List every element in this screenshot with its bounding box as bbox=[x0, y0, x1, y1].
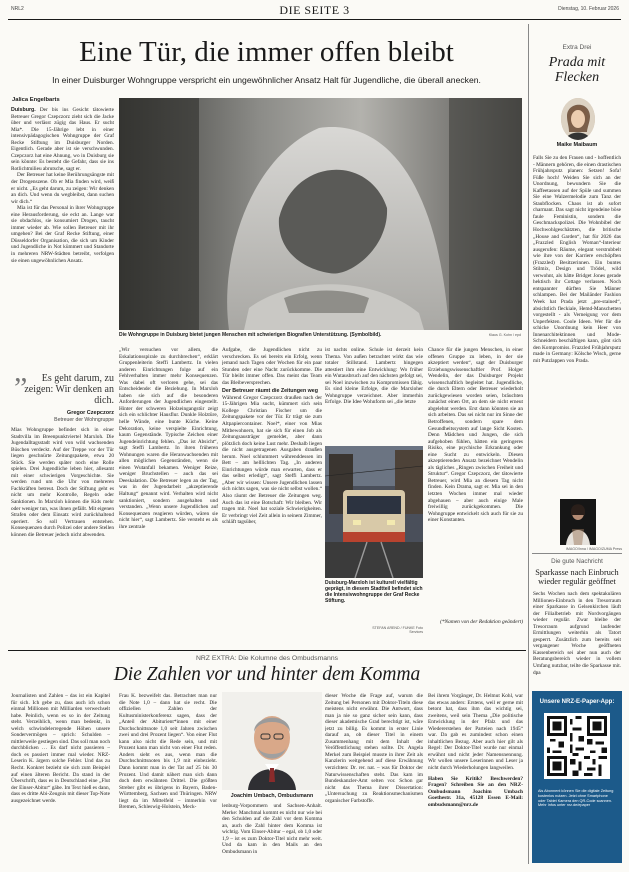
article-col-4 bbox=[325, 347, 423, 444]
col1-p3: Mia ist für das Personal in ihrer Wohngruppe eine Herausforderung, sie eckt an. Lange war sie obdachlos, sie konsumiert Drogen, taucht immer wieder ab. Wie sollen Betreuer mit ihr umgehen? Bei der Graf Recke Stiftung, einer Düsseldorfer Organisation, die sich um Kinder und Jugendliche in Not kümmert und Standorte in mehreren NRW-Städten betreibt, verfolgen sie einen ungewöhnlichen Ansatz. bbox=[11, 205, 114, 264]
col1-p2: Der Betreuer hat keine Berührungsängste mit der Drogenszene. Ob er Mia finden wird, weiß er nicht. „Es geht darum, zu zeigen: Wir denken an dich. Und wenn du wegbleibst, dann suchen wir dich.“ bbox=[11, 172, 114, 205]
article-col-1 bbox=[11, 107, 114, 352]
news-text: Sechs Wochen nach dem spektakulären Millionen-Einbruch in den Tresorraum einer Sparkasse in Gelsenkirchen läuft der Filialbetrieb mit Nordvorgängen wieder regulär. Zwar bleibe der Tresorraum aufgrund laufender Ermittlungen weiterhin als Tatort gesperrt. Zusätzlich zum bereits seit vergangener Woche geöffneten Kassenbereich sei aber nun auch der Beratungsbereich wieder in vollem Umfang nutzbar, teilte die Sparkasse mit. dpa bbox=[533, 591, 621, 676]
ombuds-photo bbox=[222, 692, 322, 790]
ombuds-c4: dieser Woche die Frage auf, warum die Zeitung bei Personen mit Doktor-Titeln diese meistens nicht erwähnt. Die Antwort, dass man ja nie so ganz sicher sein kann, dass dieser akademische Grad berechtigt ist, wäre jetzt zu billig. Es kommt in erster Linie darauf an, ob dieser Titel in einem Zusammenhang mit dem Inhalt der Veröffentlichung stehen sollte. Dr. Angela Merkel zum Beispiel musste in ihrer Zeit als Kanzlerin weitgehend auf diese Erwähnung verzichten: Dr. rer. nat. – was für Doktor der Naturwissenschaften steht. Das kam im Bundeskanzler-Amt selten vor. Schon gar nicht das Thema ihrer Dissertation: „Untersuchung zu Reaktionsmechanismen organischer Farbstoffe. bbox=[325, 693, 423, 804]
tram-caption: Duisburg-Marxloh ist kulturell vielfältig geprägt, in diesem Stadtteil befindet sich die Intensivwohngruppe der Graf Recke Stiftung. bbox=[325, 580, 423, 604]
ombuds-rule bbox=[8, 650, 526, 651]
pull-quote: Es geht darum, zu zeigen: Wir denken an dich. bbox=[24, 373, 114, 406]
news-kicker: Die gute Nachricht bbox=[551, 558, 603, 565]
ombuds-c5: Bei ihrem Vorgänger, Dr. Helmut Kohl, war das etwas anders: Erstens, weil er gerne mit betont hat, dass ihm das wichtig sei, zweitens, weil sein Thema „Die politische Entwicklung in der Pfalz und das Wiedererstehen der Parteien nach 1945“ war. Da gab es zumindest schon einen inhaltlichen Bezug. Aber auch hier gilt als Regel: Der Doktor-Titel wurde nur einmal erwähnt und nicht jeder Namensnennung. Wir wollen unsere Leserinnen und Leser ja nicht durch Wiederholungen langweilen. bbox=[428, 693, 523, 772]
sidebar-text: Falls Sie zu den Frauen und - hoffentlich - Männern gehören, die einen drastischen Frühjahrsputz planen: Setzen! Sofa! Füße hoch! Weiden Sie sich an der Unordnung, bewundern Sie die Kaffeetassen auf der Spüle und summen Sie eine Walzermelodie zum Tanz der Staubflocken. Chaos ist ab sofort charmant. Das sagt nicht irgendeine böse faule Feministin, sondern die Geschmackspolizei. Die Wohnbibel der Hochwohlgeschätzten, die britische „House and Garden“, hat für 2026 das „Frazzled English Woman“-Interieur ausgerufen: Räume, elegant verstrubbelt wie ihre von der Karriere erschöpften (Frazzled) Besitzerinnen. Ein buntes Stilmix, Design und Trödel, wild verwohnt, als hätte Bridget Jones gerade hektisch ihr Cottage verlassen. Noch entspannter dürften Sie Männer schlampen. Bei der Mailänder Fashion Week hat Prada jetzt „pre-stained“, absichtlich fleckiale, Hemd-Manschetten vorgestellt - als Verneigung vor dem Unperfekten. Coole Ideen. Wer für die schicke Unordnung kein Heer von Innenarchitektinnen und Mode-Schneidern beschäftigen kann, gönt sich den Kompromiss. Frazzled Frühjahrsputz made in Germany: Kölsche Wisch, gerne mit Putzlappen von Prada. bbox=[533, 155, 621, 364]
ombuds-c3: lenburg-Vorpommern und Sachsen-Anhalt. Merke: Manchmal kommt es nicht nur wie bei den Schulden auf die Zahl vor dem Komma an, auch die Zahl hinter dem Komma ist wichtig. Vom Einser-Abitur – egal, ob 1,0 oder 1,9 – ist es zum Doktor-Titel nicht mehr weit. Und da kam in den Mails an den Ombudsmann in bbox=[222, 803, 322, 855]
ombuds-col-3 bbox=[222, 803, 322, 865]
tram-photo bbox=[325, 446, 423, 578]
ombuds-c1: Journalisten und Zahlen – das ist ein Kapitel für sich. Ich gebe zu, dass auch ich schon einmal Millionen mit Milliarden verwechselt habe. Peinlich, wenn es so in der Zeitung steht. Verzeihlich, wenn man bedenkt, in welch schwindelerregende Höhen unsere Sondervermögen – sprich: Schulden – mittlerweile gestiegen sind. Das soll man noch durchblicken … Es darf nicht passieren – doch es passiert immer mal wieder. NRZ-Leserin K. ärgern solche Fehler. Und das zu Recht. Konkret bezieht sie sich zum Beispiel auf einen älteren Bericht. Da stand in der Überschrift, dass es in Deutschland eine „Flut der Einser-Abitur“ gäbe. Im Text hieß es dann, dass es dritte Abi-Zeugnis mit dieser Top-Note ausgezeichnet werde. bbox=[11, 693, 110, 804]
page-id: NRL2 bbox=[11, 6, 24, 12]
sidebar-photo-credit: IMAGO/Inna / IMAGO/ZUMA Press bbox=[565, 547, 622, 551]
ombuds-kicker: NRZ EXTRA: Die Kolumne des Ombudsmanns bbox=[195, 655, 339, 662]
epaper-promo[interactable] bbox=[532, 691, 622, 863]
article-col-3 bbox=[222, 347, 322, 639]
promo-title: Unsere NRZ-E-Paper-App: bbox=[539, 699, 615, 705]
main-headline: Eine Tür, die immer offen bleibt bbox=[79, 36, 454, 68]
tram-photo-scene bbox=[325, 446, 423, 578]
sidebar-divider bbox=[528, 24, 529, 864]
ombuds-headline: Die Zahlen vor und hinter dem Komma bbox=[113, 664, 421, 685]
author-portrait bbox=[561, 98, 595, 140]
qr-code[interactable] bbox=[544, 713, 610, 779]
main-subline: In einer Duisburger Wohngruppe verspricht ein ungewöhnlicher Ansatz Halt für Jugendliche, die überall anecken. bbox=[52, 75, 481, 85]
sidebar-column-text bbox=[533, 155, 621, 499]
quote-mark: „ bbox=[14, 355, 28, 388]
article-col-5 bbox=[428, 347, 523, 615]
article-col-1-lower bbox=[11, 427, 114, 639]
ombuds-photo-caption: Joachim Umbach, Ombudsmann bbox=[230, 793, 314, 799]
section-title: DIE SEITE 3 bbox=[279, 3, 350, 17]
ombuds-col-4 bbox=[325, 693, 423, 865]
ombuds-contact: Haben Sie Kritik? Beschwerden? Fragen? Schreiben Sie an den NRZ-Ombudsmann Joachim Umbach Goethestr. 31a, 45128 Essen E-Mail: ombudsmann@nrz.de bbox=[428, 775, 523, 808]
col3-subhead: Der Betreuer räumt die Zeitungen weg bbox=[222, 388, 318, 395]
quote-name: Gregor Czepczorz bbox=[66, 410, 114, 416]
ombuds-portrait bbox=[222, 692, 322, 790]
col5-text: Chance für die jungen Menschen, in einer offenen Gruppe zu leben, in der sie akzeptiert werden“, sagt der Duisburger Erziehungswissenschaftler Prof. Holger Wendelin, der das Duisburger Projekt wissenschaftlich begleitet hat. Jugendliche, die durch Eltern oder Betreuer wiederholt zurückgewiesen worden seien, bräuchten zunächst einen Ort, an dem sie nicht erneut abgelehnt werden. Erst dann könnten sie an sich arbeiten. Das sei nicht nur im Sinne der Betroffenen, sondern spare dem Gesundheitssystem auf lange Sicht Kosten. Denn Mädchen und Jungen, die sich aufgehoben fühlen, hätten ein geringeres Risiko, eine psychische Erkrankung oder eine Sucht zu entwickeln. Diesen akzeptierenden Ansatz bezeichnet Wendelin als tägliches „Ringen zwischen Freiheit und Struktur“. Gregor Czepczorz, der tätowierte Betreuer, wird Mia an diesem Tag nicht finden. Kein Drama, sagt er. Mia sei in den letzten Wochen immer mal wieder abgehauen – aber auch einige Male freiwillig zurückgekommen. Die Wohngruppe entwickelt sich auch für sie zu einer Konstanten. bbox=[428, 347, 523, 524]
col4-a: ist nachts online. Schule ist derzeit kein Thema. Von außen betrachtet wirkt das wie totaler Stillstand. Lambertz hingegen attestiert ihm eine Entwicklung: Wo früher ein Wutausbruch auf den nächsten gefolgt sei, sei Noel inzwischen zu Kompromissen fähig. Es sind kleine Erfolge, die die Marxloher Wohngruppe verzeichnet. Aber immerhin Erfolge. Die Idee Wohnform sei „die letzte bbox=[325, 347, 423, 406]
lead-photo-figure bbox=[119, 98, 522, 330]
col3-a: Aufgabe, die Jugendlichen nicht zu verschrecken. Es sei bereits ein Erfolg, wenn jemand nach Tagen oder Wochen für ein paar Stunden oder eine Nacht zurückkomme. Die Tür bleibt immer offen. Das meint das Team das Bleibeversprechen. bbox=[222, 347, 322, 386]
quote-role: Betreuer der Wohngruppe bbox=[54, 417, 114, 423]
issue-date: Dienstag, 10. Februar 2026 bbox=[558, 6, 619, 12]
qr-code-icon bbox=[547, 716, 607, 776]
tram-credit: STEFAN AREND / FUNKE Foto Services bbox=[372, 626, 423, 634]
ombuds-col-5 bbox=[428, 693, 523, 865]
col1-p1: Der bis ins Gesicht tätowierte Betreuer Gregor Czepczorz zieht sich die Jacke über und verlässt zügig das Haus. Er sucht Mia*. Die 15-Jährige lebt in einer intensivpädagogischen Wohngruppe der Graf Recke Stiftung im Duisburger Norden. Eigentlich. Gerade aber ist sie verschwunden. Czepczorz hat eine Ahnung, wo in Duisburg sie sein könnte: Es besteht die Gefahr, dass sie ins Rotlichtmilieu abrutsche, sagt er. bbox=[11, 107, 114, 172]
lead-photo-credit: Klaus G. Kohn / epd bbox=[488, 333, 521, 337]
sidebar-author-avatar bbox=[561, 98, 595, 140]
news-divider bbox=[532, 553, 622, 554]
author-line: Jalica Engelbarts bbox=[12, 97, 60, 103]
sidebar-author: Maike Maibaum bbox=[556, 142, 598, 148]
col1-lower: Mias Wohngruppe befindet sich in einer Stadtvilla im Breenpunktviertel Marxloh. Die Jugendalltagsstadt wird von wild wachsenden Büschen verdeckt. Auf der Treppe vor der Tür liegen geschnürte Zeitungspakete, etwa 20 Stück. Sie werden später noch eine Rolle spielen. Drei Jugendliche leben hier, allesamt mit einer schwierigen Vorgeschichte. Sie werden rund um die Uhr von mehreren Fachkräften betreut. Doch der Stiftung geht es nicht um mehr Kontrolle, Regeln oder Sanktionen. In Marxloh können die Kids mehr oder weniger tun, was ihnen gefällt. Mit eigenen Strafen oder dem Einsatz wird zurückhaltend operiert. So soll Vertrauen entstehen. Konsequenzen durch Polizei oder andere Stellen können die Betreuer jedoch nicht abwenden. bbox=[11, 427, 114, 538]
name-change-note: (*Namen von der Redaktion geändert) bbox=[440, 619, 523, 625]
sidebar-photo bbox=[560, 499, 596, 545]
sidebar-kicker: Extra Drei bbox=[562, 44, 592, 51]
sidebar-title: Prada mit Flecken bbox=[548, 55, 606, 85]
dateline: Duisburg. bbox=[11, 107, 36, 113]
sidebar-photo-figure bbox=[560, 499, 596, 545]
col3-b: Während Gregor Czepczorz draußen nach der 15-Jährigen Mia sucht, kümmert sich sein Kollege Christian Fischer um die Zeitungspakete vor der Tür. Er trägt sie zum Altpapiercontainer. Noel*, einer von Mias Mitbewohnern, hat sie sich für einen Job als Zeitungsausträger gemeldet, aber dann plötzlich doch keine Lust mehr. Deshalb liegen die nicht ausgetragenen Ausgaben draußen herum. Noel schlummert währenddessen im Bett – am helllichten Tag. „In anderen Einrichtungen würde man erwarten, dass er das selbst erledigt“, sagt Steffi Lambertz. „Aber wir wissen: Unsere Jugendlichen lassen sich nichts sagen, was sie nicht selbst wollen.“ Also räumt der Betreuer die Zeitungen weg. Auch das ist eine Botschaft: Wir bleiben. Wir tragen mit. Noel hat soziale Schwierigkeiten. Er verbringt viel Zeit allein in seinem Zimmer, schläft tagsüber, bbox=[222, 394, 322, 526]
article-col-2 bbox=[119, 347, 218, 639]
ombuds-col-2 bbox=[119, 693, 217, 865]
col2-text: „Wir versuchen vor allem, die Eskalationsspirale zu durchbrechen“, erklärt Gruppenleiterin Steffi Lambertz. In vielen anderen Einrichtungen folge auf ein Fehlverhalten immer mehr Konsequenzen. Was dabei oft verloren gehe, sei das Entscheidende: die Beziehung. In Marxloh haben sie sich auf die besonderen Anforderungen der Jugendlichen eingestellt. Hinter der schweren Holzeingangstür zeigt sich ein schlichter Hausflur. Dunkle Holztüre, helle Wände, eine bunte Küche. Keine Dekoration, keine verspielte Einrichtung, kaum Gegenstände. Typische Zeichen einer Jugendeinrichtung fehlen. „Das ist Absicht“, sagt Steffi Lambertz. In ihren früheren Wohnungen waren die Heranwachsenden mit allen möglichen Gegenständen, wenn sie einen Wutanfall bekamen. Weniger Reize, weniger Bruchstellen – auch das sei Deeskalation. Die Betreuer legen an der Tag, was in der Jugendarbeit „akzeptierende Haltung“ genannt wird. Verhalten wird nicht sanktioniert, sondern ausgehalten und verstanden. „Wenn unsere Jugendlichen auf Konsequenzen reagieren würden, wären sie nicht hier“, sagt Lambertz. Sie versteht es als ihre zentrale bbox=[119, 347, 218, 530]
promo-text: Als Abonnent können Sie die digitale Zeitung kostenlos nutzen. Jetzt ohne Smartphone oder Tablet Kamera den QR-Code scannen. Mehr Infos unter nrz.de/epaper bbox=[538, 789, 614, 808]
header-rule bbox=[8, 19, 621, 20]
news-title: Sparkasse nach Einbruch wieder regulär geöffnet bbox=[535, 568, 619, 587]
ombuds-c2: Frau K. bezweifelt das. Betrachtet man nur die Note 1,0 – dann hat sie recht. Die offiziellen Zahlen der Kultusministerkonferenz sagen, dass der „Anteil der Abiturient*innen mit einer Durchschnittsnote 1,0 seit Jahren zwischen zwei und drei Prozent liegen“. Von einer Flut kann also nicht die Rede sein, und mit Prozent kann man nicht von einer Flut reden. Anders sieht es aus, wenn man die Durchschnittsnoten bis 1,9 mit einbezieht. Dann kommt man in der Tat auf 25 bis 30 Prozent. Und damit nähert man sich dann doch dem erwähnten Drittel. Die größten Streber gibt es übrigens in Bayern, Baden-Württemberg, Sachsen und Thüringen. NRW liegt da im Mittelfeld – immerhin vor Bremen, Schleswig-Holstein, Meck- bbox=[119, 693, 217, 811]
ombuds-col-1 bbox=[11, 693, 110, 865]
lead-photo bbox=[119, 98, 522, 330]
news-column-text bbox=[533, 591, 621, 689]
lead-photo-caption: Die Wohngruppe in Duisburg bietet jungen Menschen mit schwierigen Biografien Unterstützung. (Symbolbild). bbox=[119, 332, 382, 338]
